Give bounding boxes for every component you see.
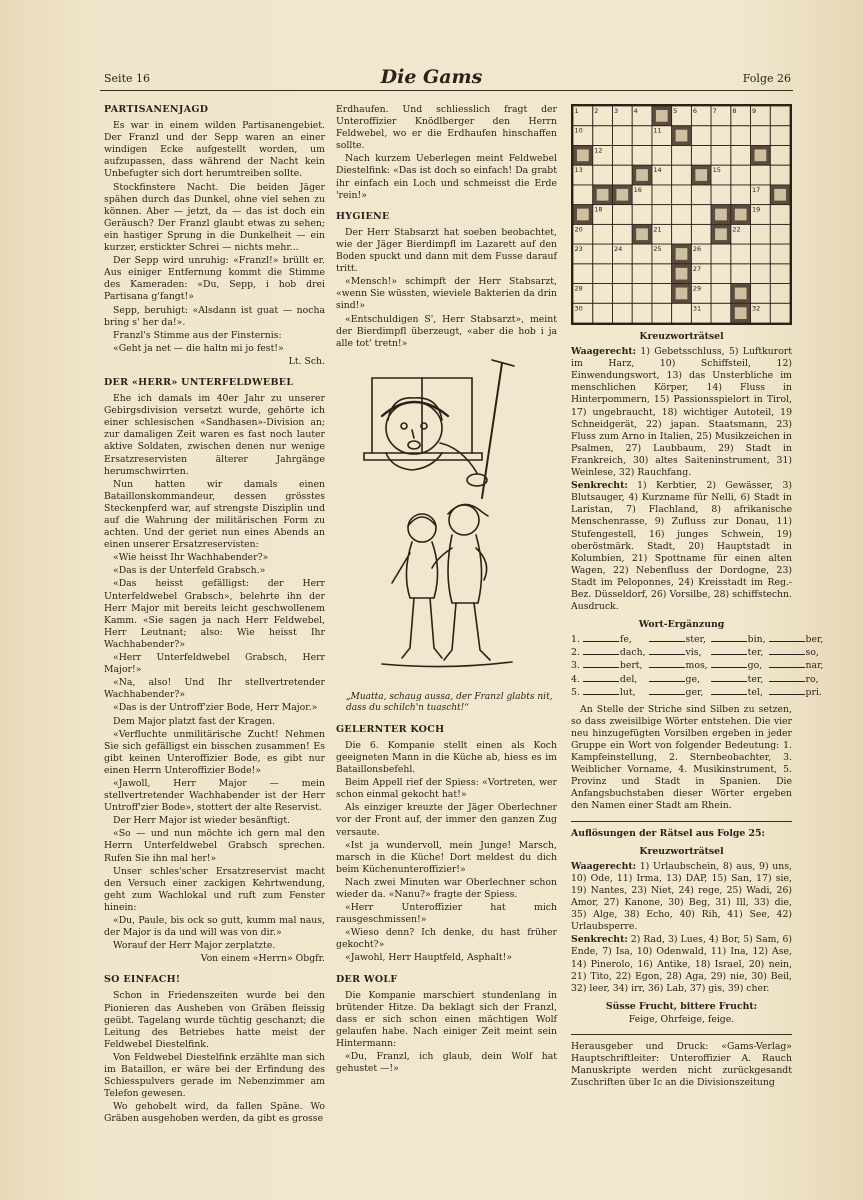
crossword-cell [672,303,692,323]
syllable-text: pri. [805,686,822,698]
syllable-text: ber, [805,634,824,646]
paragraph: «Herr Unterfeldwebel Grabsch, Herr Major!» [104,652,325,676]
header-rule [100,90,793,91]
paragraph: «Mensch!» schimpft der Herr Stabsarzt, «wenn Sie wüssten, wieviele Bakterien da drin sind!» [336,276,558,312]
crossword-cell [632,145,652,165]
paragraph: Sepp, beruhigt: «Alsdann ist guat — nocha bring s' her da!». [104,304,325,328]
crossword-number: 9 [752,107,757,115]
blank-line [649,681,685,682]
solutions-crossword-title: Kreuzworträtsel [639,845,724,857]
solution-text: Feige, Ohrfeige, feige. [628,1013,735,1025]
paragraph: Der Herr Major ist wieder besänftigt. [113,815,291,827]
crossword-cell [731,126,751,146]
down-clues: 1) Kerbtier, 2) Gewässer, 3) Blutsauger, 4) Kurzname für Nelli, 6) Stadt in Laristan, 7) Flachland, 8) afrikanische Menschenrasse, 9) Zufluss zur Donau, 11) Stufengestell, 16) junges Schwein, 19) oberöstmärk. Stadt, 20) Hauptstadt in Kolumbien, 21) Spottname für einen alten Wagen, 22) Nebenfluss der Dordogne, 23) Stadt im Peloponnes, 24) Kreisstadt im Reg.-Bez. Düsseldorf, 26) Vorsilbe, 28) schiffstechn. Ausdruck. [571,480,792,613]
crossword-number: 32 [752,304,761,313]
word-puzzle-instructions: An Stelle der Striche sind Silben zu setzen, so dass zweisilbige Wörter entstehen. Die vier neu hinzugefügten Vorsilben ergeben in jeder Gruppe ein Wort von folgender Bedeutung: 1. Kampfeinstellung, 2. Sternbeobachter, 3. Weiblicher Vorname, 4. Musikinstrument, 5. Provinz und Stadt in Spanien. Die Anfangsbuchstaben dieser Wörter ergeben den Namen einer Stadt am Rhein. [571,703,792,812]
crossword-cell [573,264,593,284]
syllable-cell [711,660,769,673]
crossword-cell [731,264,751,284]
crossword-block-pattern [636,169,648,181]
crossword-cell [593,264,613,284]
crossword-number: 28 [574,284,583,293]
paragraph: «Entschuldigen S', Herr Stabsarzt», meint der Bierdimpfl überzeugt, «aber die hob i ja alle tot' tretn!» [336,313,557,349]
crossword-cell [652,145,672,165]
page-number: Seite 16 [104,72,150,85]
paragraph: Worauf der Herr Major zerplatzte. [113,940,276,952]
crossword-number: 29 [692,284,702,293]
paragraph: Unser schles'scher Ersatzreservist macht den Versuch einer zackigen Kehrtwendung, geht zum Wachlokal und ruft zum Fenster hinein: [104,865,325,913]
article-title: DER «HERR» UNTERFELDWEBEL [104,376,294,388]
word-puzzle-row [571,687,826,700]
blank-line [583,641,619,642]
paragraph: «Das is der Untroff'zier Bode, Herr Major.» [113,702,318,714]
crossword-cell [770,244,790,264]
syllable-cell [769,634,827,647]
article-title: SO EINFACH! [104,974,181,986]
word-puzzle-title: Wort-Ergänzung [638,619,725,631]
paragraph: Erdhaufen. Und schliesslich fragt der Unteroffizier Knödlberger den Herrn Feldwebel, wo er die Erdhaufen hinschaffen sollte. [336,104,557,152]
blank-line [583,667,619,668]
crossword-block-pattern [676,130,688,142]
paragraph: Es war in einem wilden Partisanengebiet. Der Franzl und der Sepp waren an einer windigen Ecke aufgestellt worden, um aufzupassen, dass während der Nacht kein Unbefugter sich dort herumtreiben sollte. [104,120,325,180]
crossword-cell [711,185,731,205]
paragraph: «Du, Franzl, ich glaub, dein Wolf hat gehustet —!» [336,1051,557,1075]
article-title: DER WOLF [336,973,398,985]
syllable-cell [583,674,649,687]
crossword-block-pattern [755,149,767,161]
blank-line [711,654,747,655]
paragraph: Schon in Friedenszeiten wurde bei den Pionieren das Ausheben von Gräben fleissig geübt. Tagelang wurde tüchtig geschanzt; die Leitung des Betriebes hatte meist der Feldwebel Diestelfink. [104,990,325,1050]
paragraph: Dem Major platzt fast der Kragen. [113,715,276,727]
crossword-block-pattern [636,228,648,240]
crossword-cell [770,126,790,146]
row-number [571,647,583,660]
paragraph: «Wie heisst Ihr Wachhabender?» [113,552,269,564]
crossword-cell [593,224,613,244]
across-clues: 1) Gebetsschluss, 5) Luftkurort im Harz, 10) Schiffsteil, 12) Einwendungswort, 13) das Unsterbliche im menschlichen Körper, 14) Fluss in Hinterpommern, 15) Passionsspielort in Tirol, 17) ungebraucht, 18) wichtiger Autoteil, 19 Schneidgerät, 22) japan. Staatsmann, 23) Fluss zum Arno in Italien, 25) Musikzeichen in Psalmen, 27) Laubbaum, 29) Stadt in Frankreich, 30) altes Saiteninstrument, 31) Weinlese, 32) Rauchfang. [571,346,792,479]
crossword-cell [770,205,790,225]
crossword-cell [751,264,771,284]
crossword-cell [593,126,613,146]
paragraph: «Du, Paule, bis ock so gutt, kumm mal naus, der Major is da und will was von dir.» [104,915,325,939]
syllable-cell [711,674,769,687]
divider [571,821,792,822]
paragraph: «Das is der Unterfeld Grabsch.» [113,565,266,577]
paragraph: Nun hatten wir damals einen Bataillonskommandeur, dessen grösstes Steckenpferd war, auf strengste Disziplin und auf die Wahrung der militärischen Form zu achten. Und der geriet nun eines Abends an einen unserer Ersatzreservisten: [104,478,325,551]
paragraph: «Na, also! Und Ihr stellvertretender Wachhabender?» [104,677,325,701]
syllable-text: 1. [571,634,580,646]
byline: Lt. Sch. [288,355,325,367]
cartoon-illustration [352,358,542,688]
crossword-cell [691,205,711,225]
crossword-number: 4 [633,107,638,115]
crossword-number: 2 [594,107,599,115]
solutions-across [571,861,792,934]
word-puzzle-row [571,634,826,647]
syllable-text: ger, [685,686,704,698]
syllable-text: ter, [747,673,764,685]
crossword-number: 15 [712,166,721,175]
crossword-cell [770,165,790,185]
blank-line [649,667,685,668]
paragraph: «Ist ja wundervoll, mein Junge! Marsch, marsch in die Küche! Dort meldest du dich beim Küchenunteroffizier!» [336,839,557,875]
paragraph: Stockfinstere Nacht. Die beiden Jäger spähen durch das Dunkel, ohne viel sehen zu können. Aber — jetzt, da — das ist doch ein Geräusch? Der Franzl glaubt etwas zu sehen; ein hastiger Sprung in die Dunkelheit — ein kurzer, erstickter Schrei — nichts mehr... [104,181,325,254]
crossword-number: 1 [574,107,579,115]
crossword-number: 18 [594,205,603,214]
crossword-block-pattern [715,209,727,221]
crossword-block-pattern [656,110,668,122]
crossword-cell [632,303,652,323]
column-1 [104,104,325,1127]
crossword-block-pattern [735,209,747,221]
syllable-cell [583,687,649,700]
crossword-cell [632,244,652,264]
syllable-cell [711,647,769,660]
crossword-block-pattern [735,307,747,319]
paragraph: Von Feldwebel Diestelfink erzählte man sich im Bataillon, er wäre bei der Erfindung des Schiesspulvers gerade im Nebenzimmer am Telefon gewesen. [104,1051,325,1100]
crossword-cell [711,284,731,304]
crossword-cell [770,145,790,165]
word-puzzle-row [571,674,826,687]
solutions-down [571,934,792,994]
syllable-text: go, [747,660,763,672]
syllable-text: del, [619,673,638,685]
paragraph: «Jawohl, Herr Hauptfeld, Asphalt!» [345,952,513,964]
blank-line [769,654,805,655]
article-title: GELERNTER KOCH [336,723,445,735]
blank-line [583,654,619,655]
syllable-cell [769,647,827,660]
paragraph: «Wieso denn? Ich denke, du hast früher gekocht?» [336,927,557,951]
crossword-number: 20 [574,225,583,234]
newspaper-title: Die Gams [380,66,483,88]
crossword-down-clues [571,480,792,613]
across-label: Waagerecht: [571,346,637,358]
crossword-cell [691,185,711,205]
blank-line [769,681,805,682]
crossword-number: 10 [574,126,583,135]
syllable-text: bert, [619,660,643,672]
syllable-text: fe, [619,634,632,646]
crossword-cell [672,145,692,165]
crossword-number: 22 [732,225,741,234]
crossword-number: 17 [752,185,761,194]
crossword-cell [593,165,613,185]
crossword-block-pattern [735,288,747,300]
crossword-cell [612,284,632,304]
article-title: HYGIENE [336,210,390,222]
syllable-cell [769,660,827,673]
syllable-text: nar, [805,660,824,672]
syllable-text: ter, [747,647,764,659]
row-number [571,687,583,700]
syllable-text: ge, [685,673,700,685]
syllable-cell [583,647,649,660]
crossword-cell [672,224,692,244]
paragraph: Franzl's Stimme aus der Finsternis: [113,329,282,341]
crossword-block-pattern [774,189,786,201]
solutions-down-text: 2) Rad, 3) Lues, 4) Bor, 5) Sam, 6) Ende, 7) Isa, 10) Odenwald, 11) Ina, 12) Ase, 14) Pinerolo, 16) Antike, 18) Israel, 20) nein, 21) Tito, 22) Egon, 28) Aga, 29) nie, 30) Beil, 32) leer, 34) irr, 36) Lab, 37) gis, 39) cher. [571,934,792,994]
blank-line [649,694,685,695]
crossword-block-pattern [676,248,688,260]
word-puzzle-row [571,647,826,660]
blank-line [583,694,619,695]
blank-line [769,641,805,642]
crossword-cell [731,165,751,185]
syllable-text: vis, [685,647,702,659]
crossword-number: 12 [594,146,603,155]
imprint: Herausgeber und Druck: «Gams-Verlag» Hauptschriftleiter: Unteroffizier A. Rauch Manuskripte werden nicht zurückgesandt Zuschriften über Ic an die Divisionszeitung [571,1040,792,1089]
crossword-cell [612,264,632,284]
crossword-number: 14 [653,166,662,175]
crossword-block-pattern [676,288,688,300]
crossword-cell [612,303,632,323]
paragraph: Nach kurzem Ueberlegen meint Feldwebel Diestelfink: «Das ist doch so einfach! Da grabt ihr einfach ein Loch und schmeisst die Erde 'rein!» [336,153,557,201]
crossword-cell [751,165,771,185]
solution-title: Süsse Frucht, bittere Frucht: [605,1000,758,1012]
crossword-cell [652,264,672,284]
paragraph: «Herr Unteroffizier hat mich rausgeschmissen!» [336,902,557,926]
syllable-text: 4. [571,673,580,685]
paragraph: Wo gehobelt wird, da fallen Späne. Wo Gräben ausgehoben werden, da gibt es grosse [104,1101,325,1125]
divider [571,1034,792,1035]
syllable-text: tel, [747,686,763,698]
crossword-number: 5 [673,107,678,115]
solutions-title: Auflösungen der Rätsel aus Folge 25: [571,827,765,839]
syllable-cell [649,687,711,700]
paragraph: Nach zwei Minuten war Oberlechner schon wieder da. «Nanu?» fragte der Spiess. [336,876,557,900]
crossword-number: 11 [653,126,662,135]
crossword-title: Kreuzworträtsel [639,331,724,342]
crossword-cell [691,224,711,244]
blank-line [649,641,685,642]
syllable-cell [583,634,649,647]
crossword-block-pattern [616,189,628,201]
crossword-cell [612,205,632,225]
syllable-cell [649,634,711,647]
crossword-block-pattern [695,169,707,181]
crossword-block-pattern [577,149,589,161]
blank-line [711,641,747,642]
syllable-cell [711,634,769,647]
crossword-cell [612,224,632,244]
row-number [571,634,583,647]
syllable-text: so, [805,647,819,659]
paragraph: Der Herr Stabsarzt hat soeben beobachtet, wie der Jäger Bierdimpfl im Lazarett auf den Boden spuckt und dann mit dem Fusse darauf tritt. [336,226,557,275]
crossword-cell [731,145,751,165]
syllable-text: bin, [747,634,766,646]
paragraph: «Verfluchte unmilitärische Zucht! Nehmen Sie sich gefälligst ein bisschen zusammen! Es gibt keinen Unteroffizier Bode, es gibt nur einen Herrn Unteroffizier Bode!» [104,728,325,776]
crossword-number: 3 [613,107,619,115]
crossword-cell [593,284,613,304]
crossword-number: 19 [752,205,761,214]
syllable-cell [649,674,711,687]
crossword-block-pattern [577,209,589,221]
crossword-number: 30 [574,304,583,313]
cartoon-caption: „Muatta, schaug aussa, der Franzl glabts nit, dass du schilch'n tuascht!“ [346,691,553,714]
crossword-cell [731,185,751,205]
crossword-cell [711,244,731,264]
blank-line [711,667,747,668]
crossword-cell [672,185,692,205]
word-puzzle-row [571,660,826,673]
crossword-cell [691,145,711,165]
crossword-number: 24 [613,245,623,254]
syllable-text: 3. [571,660,580,672]
crossword-cell [612,126,632,146]
crossword-cell [672,205,692,225]
paragraph: «Jawoll, Herr Major — mein stellvertretender Wachhabender ist der Herr Untroff'zier Bode», stottert der alte Reservist. [104,777,325,814]
crossword-cell [711,145,731,165]
crossword-number: 16 [633,185,642,194]
crossword-cell [652,284,672,304]
crossword-number: 31 [692,304,702,313]
crossword-cell [632,284,652,304]
syllable-text: mos, [685,660,708,672]
crossword-cell [731,244,751,264]
crossword-cell [652,303,672,323]
syllable-cell [649,647,711,660]
blank-line [649,654,685,655]
crossword-cell [770,284,790,304]
syllable-cell [711,687,769,700]
crossword-number: 13 [574,166,583,175]
syllable-cell [583,660,649,673]
blank-line [769,667,805,668]
crossword-block-pattern [597,189,609,201]
paragraph: «So — und nun möchte ich gern mal den Herrn Unterfeldwebel Grabsch sprechen. Rufen Sie ihn mal her!» [104,828,325,864]
crossword-number: 8 [732,107,737,115]
syllable-cell [649,660,711,673]
crossword-number: 7 [712,107,717,115]
paragraph: Der Sepp wird unruhig: «Franzl!» brüllt er. Aus einiger Entfernung kommt die Stimme des Kameraden: «Du, Sepp, i hob drei Partisana g'fangt!» [104,255,325,303]
crossword-cell [751,224,771,244]
paragraph: Die Kompanie marschiert stundenlang in brütender Hitze. Da beklagt sich der Franzl, dass er sich schon einen mächtigen Wolf gelaufen habe. Nach einiger Zeit meint sein Hintermann: [336,989,557,1050]
crossword-cell [612,145,632,165]
paragraph: Beim Appell rief der Spiess: «Vortreten, wer schon einmal gekocht hat!» [336,777,557,801]
crossword-cell [593,244,613,264]
blank-line [711,694,747,695]
word-puzzle-table [571,634,826,699]
syllable-text: 2. [571,647,580,659]
crossword-cell [770,106,790,126]
crossword-cell [593,303,613,323]
solutions-across-label: Waagerecht: [571,860,637,872]
paragraph: Als einziger kreuzte der Jäger Oberlechner vor der Front auf, der immer den ganzen Zug versaute. [336,802,557,838]
syllable-text: dach, [619,647,646,659]
crossword-cell [573,185,593,205]
paragraph: Ehe ich damals im 40er Jahr zu unserer Gebirgsdivision versetzt wurde, gehörte ich einer schlesischen «Sandhasen»-Division an; zur damaligen Zeit waren es fast noch lauter aktive Soldaten, zwischen denen nur wenige Ersatzreservisten älterer Jahrgänge herumschwirrten. [104,393,325,477]
crossword-cell [751,284,771,304]
blank-line [583,681,619,682]
crossword-cell [711,264,731,284]
syllable-text: ro, [805,673,819,685]
crossword-number: 23 [574,245,583,254]
crossword-cell [632,126,652,146]
row-number [571,674,583,687]
crossword-number: 6 [692,107,698,115]
crossword-across-clues [571,346,792,479]
syllable-cell [769,674,827,687]
crossword-cell [751,126,771,146]
crossword-cell [770,264,790,284]
crossword-number: 27 [692,264,702,273]
crossword-cell [672,165,692,185]
solutions-across-text: 1) Urlaubschein, 8) aus, 9) uns, 10) Ode, 11) Irma, 13) DAP, 15) San, 17) sie, 19) Nantes, 23) Niet, 24) rege, 25) Wadi, 26) Amor, 27) Kanone, 30) Beg, 31) Ill, 33) die, 35) Alge, 38) Echo, 40) Rih, 41) See, 42) Urlaubsperre. [571,860,792,933]
crossword-block-pattern [715,228,727,240]
column-3 [571,104,824,1090]
crossword-number: 26 [692,245,702,254]
crossword-cell [711,126,731,146]
crossword-cell [612,165,632,185]
crossword-grid [571,104,792,325]
article-title: PARTISANENJAGD [104,104,209,115]
blank-line [711,681,747,682]
crossword-number: 25 [653,245,662,254]
row-number [571,660,583,673]
blank-line [769,694,805,695]
syllable-text: ster, [685,634,706,646]
paragraph: «Geht ja net — die haltn mi jo fest!» [113,342,284,354]
paragraph: «Das heisst gefälligst: der Herr Unterfeldwebel Grabsch», belehrte ihn der Herr Major mit bereits leicht geschwollenem Kamm. «Sie sagen ja nach Herr Feldwebel, Herr Leutnant; also: Wie heisst Ihr Wachhabender?» [104,578,325,650]
crossword-cell [632,264,652,284]
paragraph: Die 6. Kompanie stellt einen als Koch geeigneten Mann in die Küche ab, hiess es im Bataillonsbefehl. [336,739,557,776]
solutions-down-label: Senkrecht: [571,934,628,946]
crossword-cell [632,205,652,225]
crossword-cell [770,224,790,244]
down-label: Senkrecht: [571,480,628,492]
crossword-block-pattern [676,268,688,280]
crossword-cell [711,303,731,323]
syllable-cell [769,687,827,700]
syllable-text: lut, [619,686,636,698]
crossword-cell [691,126,711,146]
crossword-cell [652,205,672,225]
crossword-cell [751,244,771,264]
column-2 [336,104,557,1076]
byline: Von einem «Herrn» Obgfr. [200,953,325,965]
syllable-text: 5. [571,686,580,698]
crossword-cell [770,303,790,323]
crossword-cell [652,185,672,205]
issue-number: Folge 26 [742,72,791,85]
crossword-number: 21 [653,225,662,234]
